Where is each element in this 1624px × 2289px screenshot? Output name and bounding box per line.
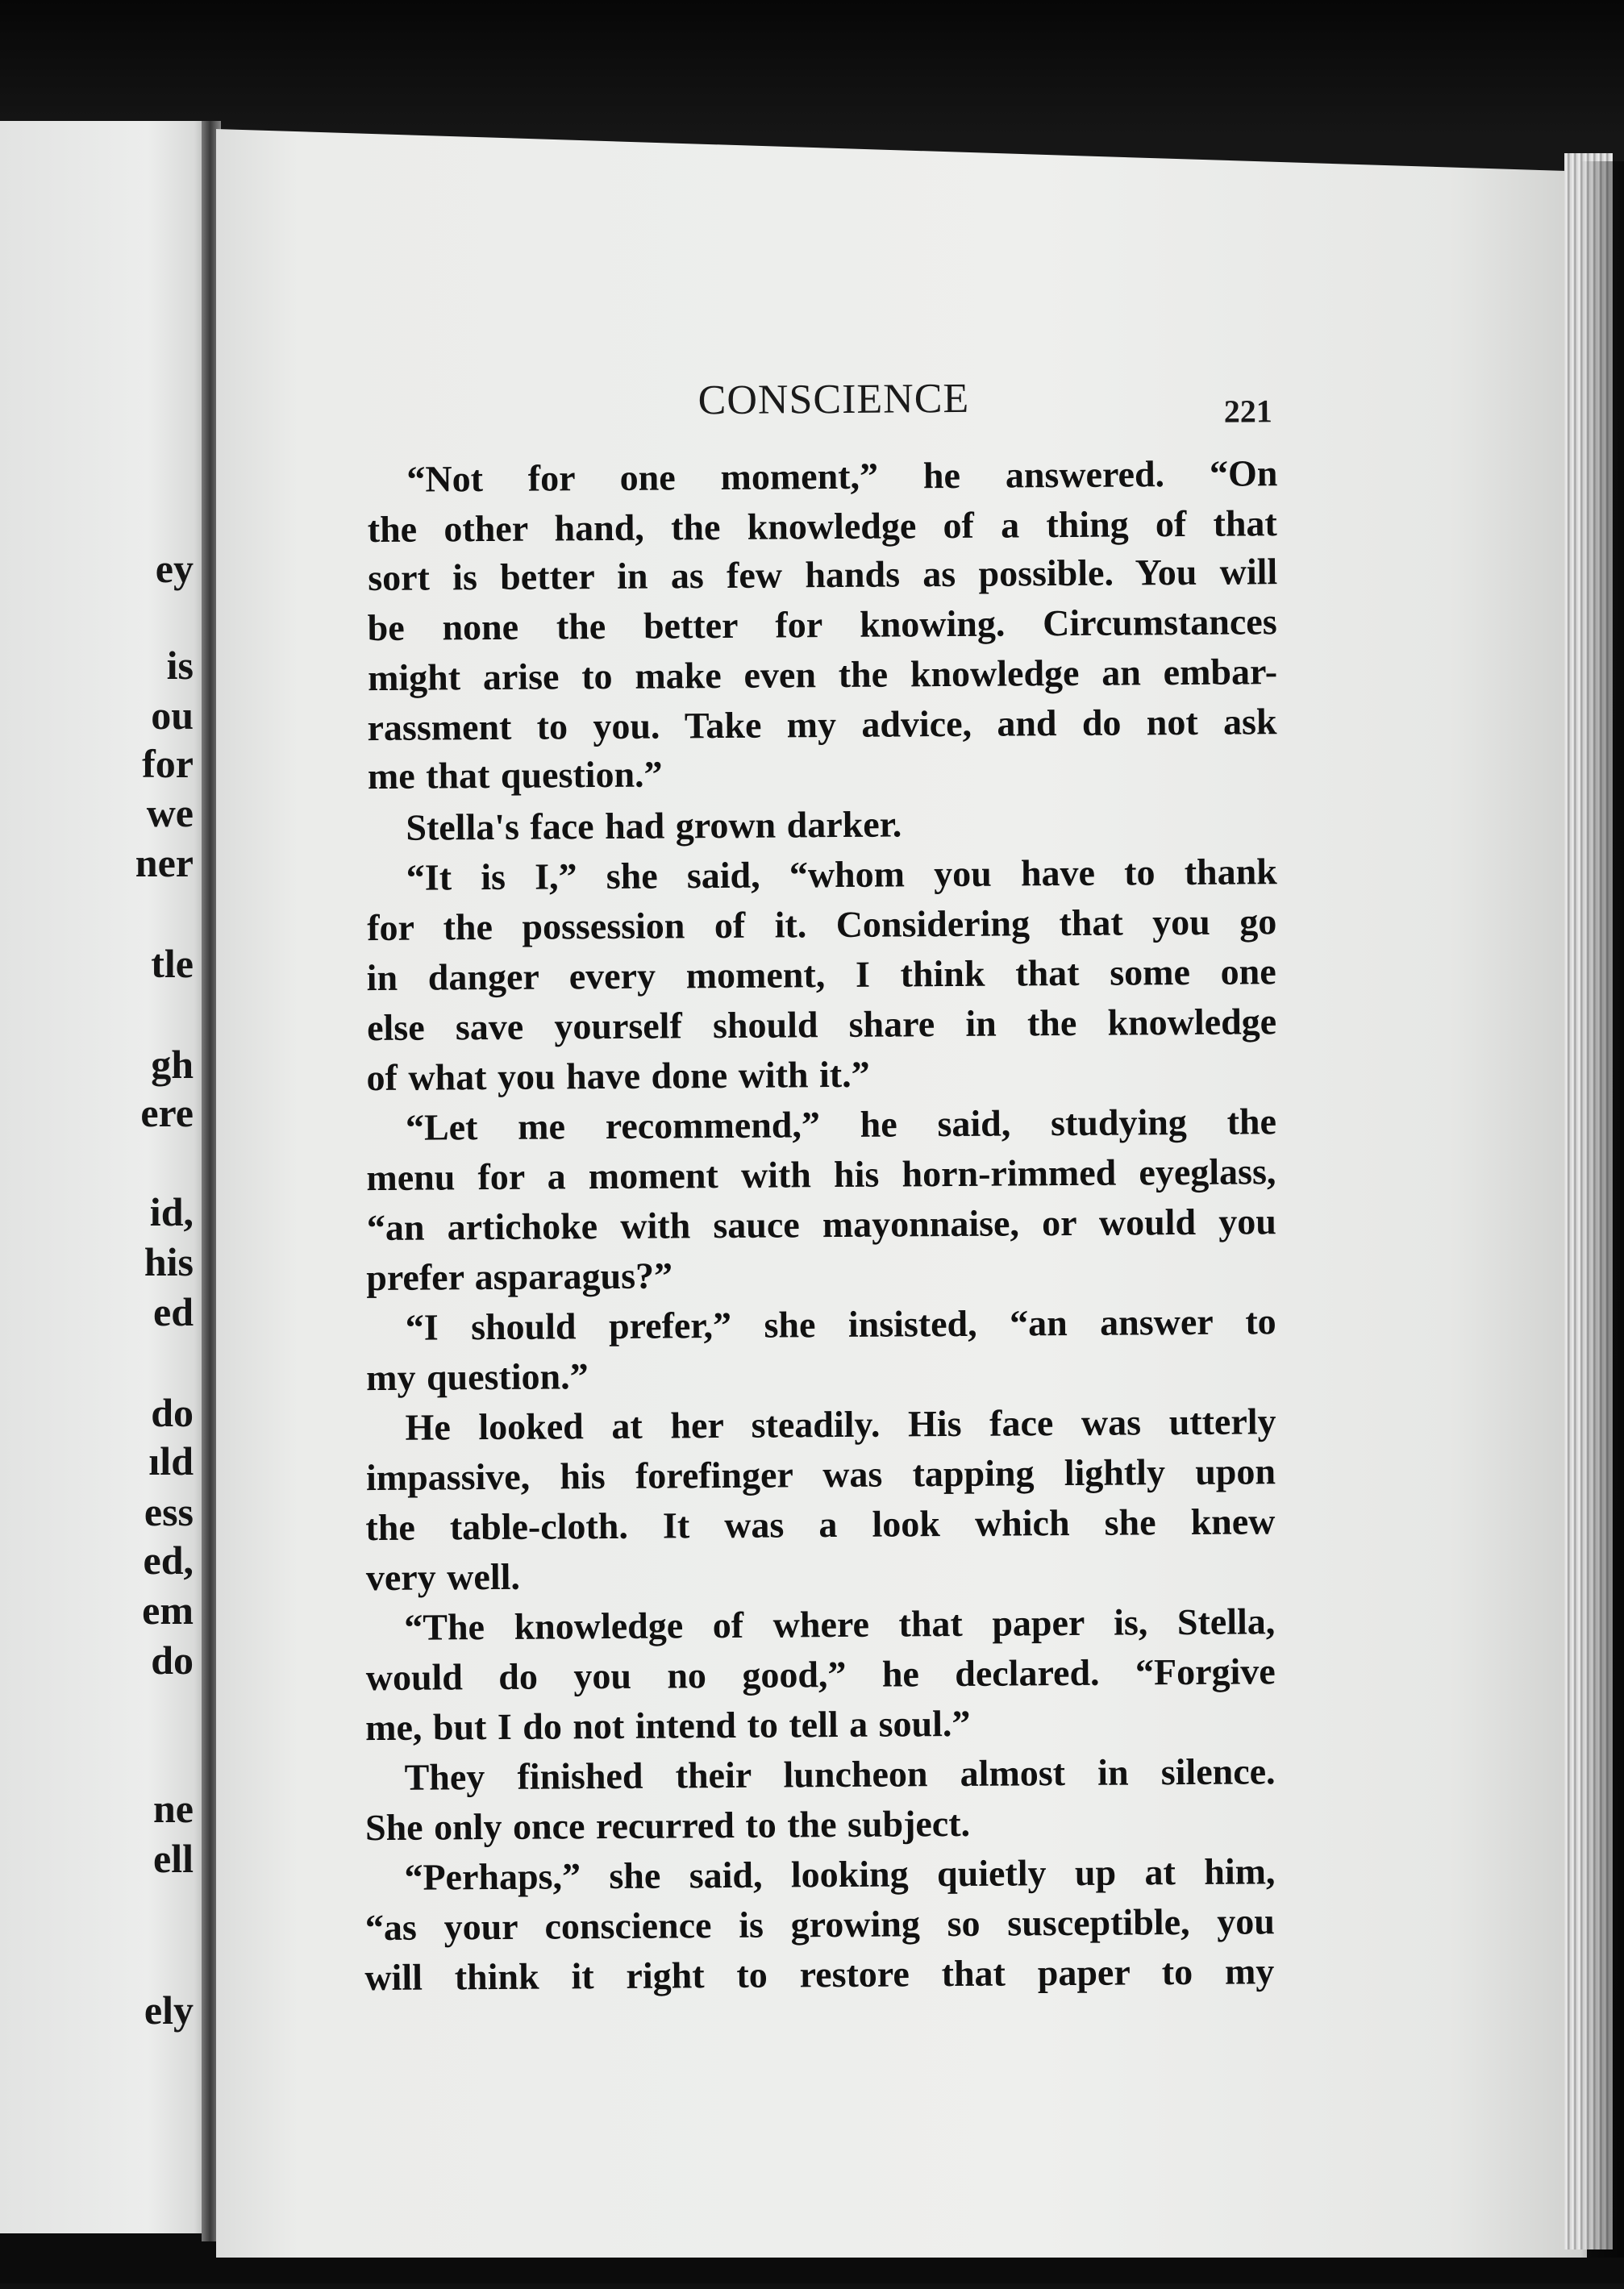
facing-page-fragment: we [146, 790, 194, 835]
facing-page-fragment: ıld [148, 1438, 194, 1484]
facing-page-fragment: ner [135, 840, 194, 885]
text-line: me, but I do not intend to tell a soul.” [364, 1702, 971, 1749]
text-line: They finished their luncheon almost in silence. [404, 1750, 1276, 1798]
facing-page-fragment: for [142, 741, 194, 786]
facing-page-fragment: gh [151, 1042, 194, 1087]
text-line: me that question.” [367, 753, 663, 797]
text-line: “Let me recommend,” he said, studying the [405, 1101, 1277, 1148]
running-title: CONSCIENCE [697, 375, 970, 424]
text-line: “The knowledge of where that paper is, Stella, [404, 1600, 1276, 1648]
text-line: of what you have done with it.” [366, 1053, 870, 1099]
text-line: the table-cloth. It was a look which she knew [365, 1500, 1276, 1549]
facing-page-fragment: ely [144, 1987, 194, 2033]
facing-page-fragment: do [151, 1390, 194, 1435]
facing-page-fragment: ess [144, 1489, 194, 1534]
facing-page-fragment: ed, [143, 1538, 194, 1583]
text-line: prefer asparagus?” [366, 1255, 673, 1299]
text-line: for the possession of it. Considering that you go [367, 901, 1277, 949]
text-line: She only once recurred to the subject. [364, 1802, 971, 1849]
facing-page-fragment: his [144, 1239, 194, 1284]
text-line: He looked at her steadily. His face was utterly [405, 1400, 1276, 1448]
facing-page-fragment: ey [155, 546, 194, 591]
text-line: would do you no good,” he declared. “Forgive [365, 1650, 1276, 1699]
facing-page-fragment: ed [153, 1289, 194, 1334]
text-line: might arise to make even the knowledge an embar- [367, 651, 1278, 699]
facing-page-fragment: em [142, 1588, 194, 1633]
text-line: will think it right to restore that paper to my [364, 1950, 1275, 1999]
text-line: sort is better in as few hands as possible. You will [368, 551, 1278, 599]
text-line: my question.” [365, 1355, 589, 1399]
text-line: rassment to you. Take my advice, and do not ask [367, 701, 1277, 749]
text-line: “as your conscience is growing so susceptible, you [364, 1900, 1276, 1949]
text-line: the other hand, the knowledge of a thing of that [367, 502, 1277, 551]
text-line: “an artichoke with sauce mayonnaise, or would you [366, 1201, 1276, 1249]
facing-page-fragment: id, [149, 1189, 194, 1234]
facing-page-fragment: ou [151, 693, 194, 738]
text-line: be none the better for knowing. Circumstances [367, 601, 1277, 649]
page-number: 221 [1223, 393, 1272, 430]
text-line: “Not for one moment,” he answered. “On [406, 452, 1278, 500]
text-line: impassive, his forefinger was tapping lightly upon [365, 1450, 1276, 1499]
facing-page-fragment: do [151, 1638, 194, 1683]
text-line: in danger every moment, I think that some one [366, 951, 1276, 999]
text-line: Stella's face had grown darker. [406, 803, 902, 848]
text-line: “It is I,” she said, “whom you have to thank [406, 851, 1277, 898]
text-line: very well. [365, 1555, 521, 1599]
facing-page-fragment: ell [153, 1836, 194, 1881]
facing-page-fragment: ere [140, 1090, 194, 1135]
text-line: “Perhaps,” she said, looking quietly up at him, [404, 1850, 1276, 1898]
facing-page-fragment: is [166, 643, 194, 688]
text-line: else save yourself should share in the knowledge [366, 1001, 1277, 1049]
text-line: menu for a moment with his horn-rimmed eyeglass, [366, 1151, 1276, 1199]
text-line: “I should prefer,” she insisted, “an answer to [405, 1301, 1276, 1348]
facing-page-fragment: tle [151, 941, 194, 986]
facing-page-fragment: ne [153, 1786, 194, 1831]
